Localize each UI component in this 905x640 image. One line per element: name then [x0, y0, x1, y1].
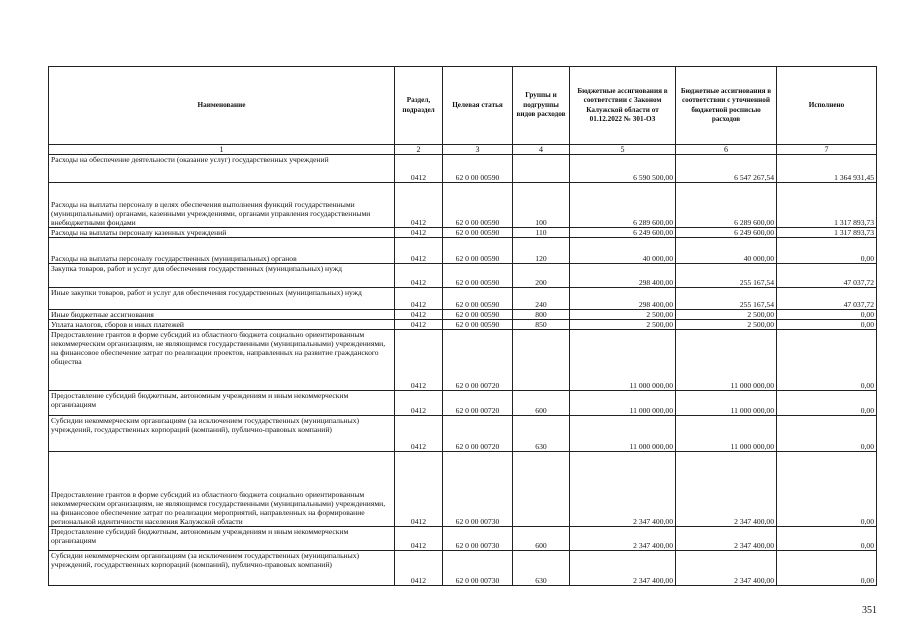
- row-law-amount: 6 289 600,00: [570, 183, 676, 228]
- column-numbers-row: [49, 145, 877, 155]
- row-law-amount: 298 400,00: [570, 288, 676, 310]
- row-target: 62 0 00 00730: [443, 551, 513, 586]
- header-law-allocations: Бюджетные ассигнования в соответствии с Законом Калужской области от 01.12.2022 № 301-ОЗ: [570, 67, 676, 145]
- row-group: 630: [513, 551, 570, 586]
- table-row: [49, 264, 877, 288]
- row-refined-amount: 255 167,54: [676, 264, 777, 288]
- row-executed-amount: 47 037,72: [777, 264, 877, 288]
- row-executed-amount: 1 317 893,73: [777, 183, 877, 228]
- row-executed-amount: 0,00: [777, 320, 877, 330]
- row-executed-amount: 0,00: [777, 527, 877, 551]
- row-name: Иные закупки товаров, работ и услуг для обеспечения государственных (муниципальных) нужд: [49, 288, 395, 310]
- column-number: 3: [443, 145, 513, 155]
- table-row: [49, 288, 877, 310]
- row-section: 0412: [395, 551, 443, 586]
- row-executed-amount: 1 317 893,73: [777, 228, 877, 238]
- table-row: [49, 551, 877, 586]
- row-law-amount: 2 500,00: [570, 310, 676, 320]
- table-row: [49, 527, 877, 551]
- row-refined-amount: 6 289 600,00: [676, 183, 777, 228]
- row-refined-amount: 11 000 000,00: [676, 330, 777, 391]
- row-executed-amount: 0,00: [777, 416, 877, 452]
- budget-table: [48, 66, 877, 586]
- row-executed-amount: 0,00: [777, 452, 877, 527]
- row-group: 120: [513, 238, 570, 264]
- row-name: Уплата налогов, сборов и иных платежей: [49, 320, 395, 330]
- column-number: 1: [49, 145, 395, 155]
- row-name: Расходы на выплаты персоналу государственных (муниципальных) органов: [49, 238, 395, 264]
- row-law-amount: 40 000,00: [570, 238, 676, 264]
- row-law-amount: 11 000 000,00: [570, 391, 676, 416]
- row-group: [513, 452, 570, 527]
- header-executed: Исполнено: [777, 67, 877, 145]
- row-target: 62 0 00 00730: [443, 452, 513, 527]
- row-refined-amount: 2 347 400,00: [676, 551, 777, 586]
- row-law-amount: 298 400,00: [570, 264, 676, 288]
- table-row: [49, 228, 877, 238]
- table-row: [49, 416, 877, 452]
- row-group: [513, 330, 570, 391]
- row-name: Предоставление субсидий бюджетным, автономным учреждениям и иным некоммерческим организациям: [49, 527, 395, 551]
- table-row: [49, 310, 877, 320]
- row-target: 62 0 00 00590: [443, 310, 513, 320]
- row-refined-amount: 11 000 000,00: [676, 391, 777, 416]
- row-refined-amount: 255 167,54: [676, 288, 777, 310]
- row-group: 630: [513, 416, 570, 452]
- row-name: Предоставление субсидий бюджетным, автономным учреждениям и иным некоммерческим организациям: [49, 391, 395, 416]
- row-law-amount: 2 347 400,00: [570, 551, 676, 586]
- row-law-amount: 11 000 000,00: [570, 330, 676, 391]
- row-section: 0412: [395, 452, 443, 527]
- row-refined-amount: 6 547 267,54: [676, 155, 777, 183]
- header-refined-allocations: Бюджетные ассигнования в соответствии с уточненной бюджетной росписью расходов: [676, 67, 777, 145]
- table-row: [49, 320, 877, 330]
- row-section: 0412: [395, 391, 443, 416]
- header-groups: Группы и подгруппы видов расходов: [513, 67, 570, 145]
- column-number: 6: [676, 145, 777, 155]
- row-name: Предоставление грантов в форме субсидий из областного бюджета социально ориентированным некоммерческим организациям, не являющимся государственными (муниципальными) учреждениями, на финансовое обеспечение затрат по реализации мероприятий, направленных на формирование региональной идентичности населения Калужской области: [49, 452, 395, 527]
- row-law-amount: 2 347 400,00: [570, 452, 676, 527]
- row-target: 62 0 00 00590: [443, 183, 513, 228]
- row-target: 62 0 00 00590: [443, 288, 513, 310]
- table-row: [49, 391, 877, 416]
- row-executed-amount: 1 364 931,45: [777, 155, 877, 183]
- column-number: 4: [513, 145, 570, 155]
- header-section: Раздел, подраздел: [395, 67, 443, 145]
- row-target: 62 0 00 00730: [443, 527, 513, 551]
- row-section: 0412: [395, 183, 443, 228]
- table-row: [49, 155, 877, 183]
- row-refined-amount: 2 500,00: [676, 310, 777, 320]
- row-name: Субсидии некоммерческим организациям (за исключением государственных (муниципальных) учреждений, государственных корпораций (компаний), публично-правовых компаний): [49, 551, 395, 586]
- row-section: 0412: [395, 310, 443, 320]
- row-target: 62 0 00 00590: [443, 228, 513, 238]
- row-section: 0412: [395, 320, 443, 330]
- table-row: [49, 238, 877, 264]
- row-law-amount: 11 000 000,00: [570, 416, 676, 452]
- row-target: 62 0 00 00590: [443, 264, 513, 288]
- table-row: [49, 452, 877, 527]
- row-section: 0412: [395, 155, 443, 183]
- row-name: Расходы на выплаты персоналу казенных учреждений: [49, 228, 395, 238]
- row-refined-amount: 2 500,00: [676, 320, 777, 330]
- row-group: 240: [513, 288, 570, 310]
- row-law-amount: 2 500,00: [570, 320, 676, 330]
- row-executed-amount: 0,00: [777, 310, 877, 320]
- row-refined-amount: 2 347 400,00: [676, 527, 777, 551]
- table-row: [49, 183, 877, 228]
- row-law-amount: 6 249 600,00: [570, 228, 676, 238]
- row-law-amount: 6 590 500,00: [570, 155, 676, 183]
- row-group: 200: [513, 264, 570, 288]
- row-refined-amount: 40 000,00: [676, 238, 777, 264]
- row-section: 0412: [395, 288, 443, 310]
- row-target: 62 0 00 00590: [443, 238, 513, 264]
- row-section: 0412: [395, 330, 443, 391]
- row-target: 62 0 00 00720: [443, 391, 513, 416]
- row-executed-amount: 0,00: [777, 238, 877, 264]
- row-refined-amount: 2 347 400,00: [676, 452, 777, 527]
- row-group: [513, 155, 570, 183]
- header-name: Наименование: [49, 67, 395, 145]
- row-section: 0412: [395, 228, 443, 238]
- row-target: 62 0 00 00590: [443, 320, 513, 330]
- row-group: 800: [513, 310, 570, 320]
- column-number: 2: [395, 145, 443, 155]
- row-executed-amount: 0,00: [777, 330, 877, 391]
- header-row: [49, 67, 877, 145]
- row-section: 0412: [395, 527, 443, 551]
- row-name: Расходы на обеспечение деятельности (оказание услуг) государственных учреждений: [49, 155, 395, 183]
- row-group: 850: [513, 320, 570, 330]
- row-executed-amount: 47 037,72: [777, 288, 877, 310]
- row-section: 0412: [395, 416, 443, 452]
- row-executed-amount: 0,00: [777, 391, 877, 416]
- row-name: Субсидии некоммерческим организациям (за исключением государственных (муниципальных) учреждений, государственных корпораций (компаний), публично-правовых компаний): [49, 416, 395, 452]
- row-refined-amount: 11 000 000,00: [676, 416, 777, 452]
- header-target: Целевая статья: [443, 67, 513, 145]
- row-target: 62 0 00 00590: [443, 155, 513, 183]
- row-section: 0412: [395, 264, 443, 288]
- row-executed-amount: 0,00: [777, 551, 877, 586]
- column-number: 5: [570, 145, 676, 155]
- row-name: Расходы на выплаты персоналу в целях обеспечения выполнения функций государственными (муниципальными) органами, казенными учреждениями, органами управления государственными внебюджетными фондами: [49, 183, 395, 228]
- table-row: [49, 330, 877, 391]
- row-group: 600: [513, 527, 570, 551]
- row-name: Предоставление грантов в форме субсидий из областного бюджета социально ориентированным некоммерческим организациям, не являющимся государственными (муниципальными) учреждениями, на финансовое обеспечение затрат по реализации проектов, направленных на развитие гражданского общества: [49, 330, 395, 391]
- column-number: 7: [777, 145, 877, 155]
- page-number: 351: [862, 605, 877, 616]
- row-target: 62 0 00 00720: [443, 416, 513, 452]
- row-name: Иные бюджетные ассигнования: [49, 310, 395, 320]
- row-group: 600: [513, 391, 570, 416]
- row-target: 62 0 00 00720: [443, 330, 513, 391]
- row-section: 0412: [395, 238, 443, 264]
- row-name: Закупка товаров, работ и услуг для обеспечения государственных (муниципальных) нужд: [49, 264, 395, 288]
- row-refined-amount: 6 249 600,00: [676, 228, 777, 238]
- row-group: 100: [513, 183, 570, 228]
- row-law-amount: 2 347 400,00: [570, 527, 676, 551]
- row-group: 110: [513, 228, 570, 238]
